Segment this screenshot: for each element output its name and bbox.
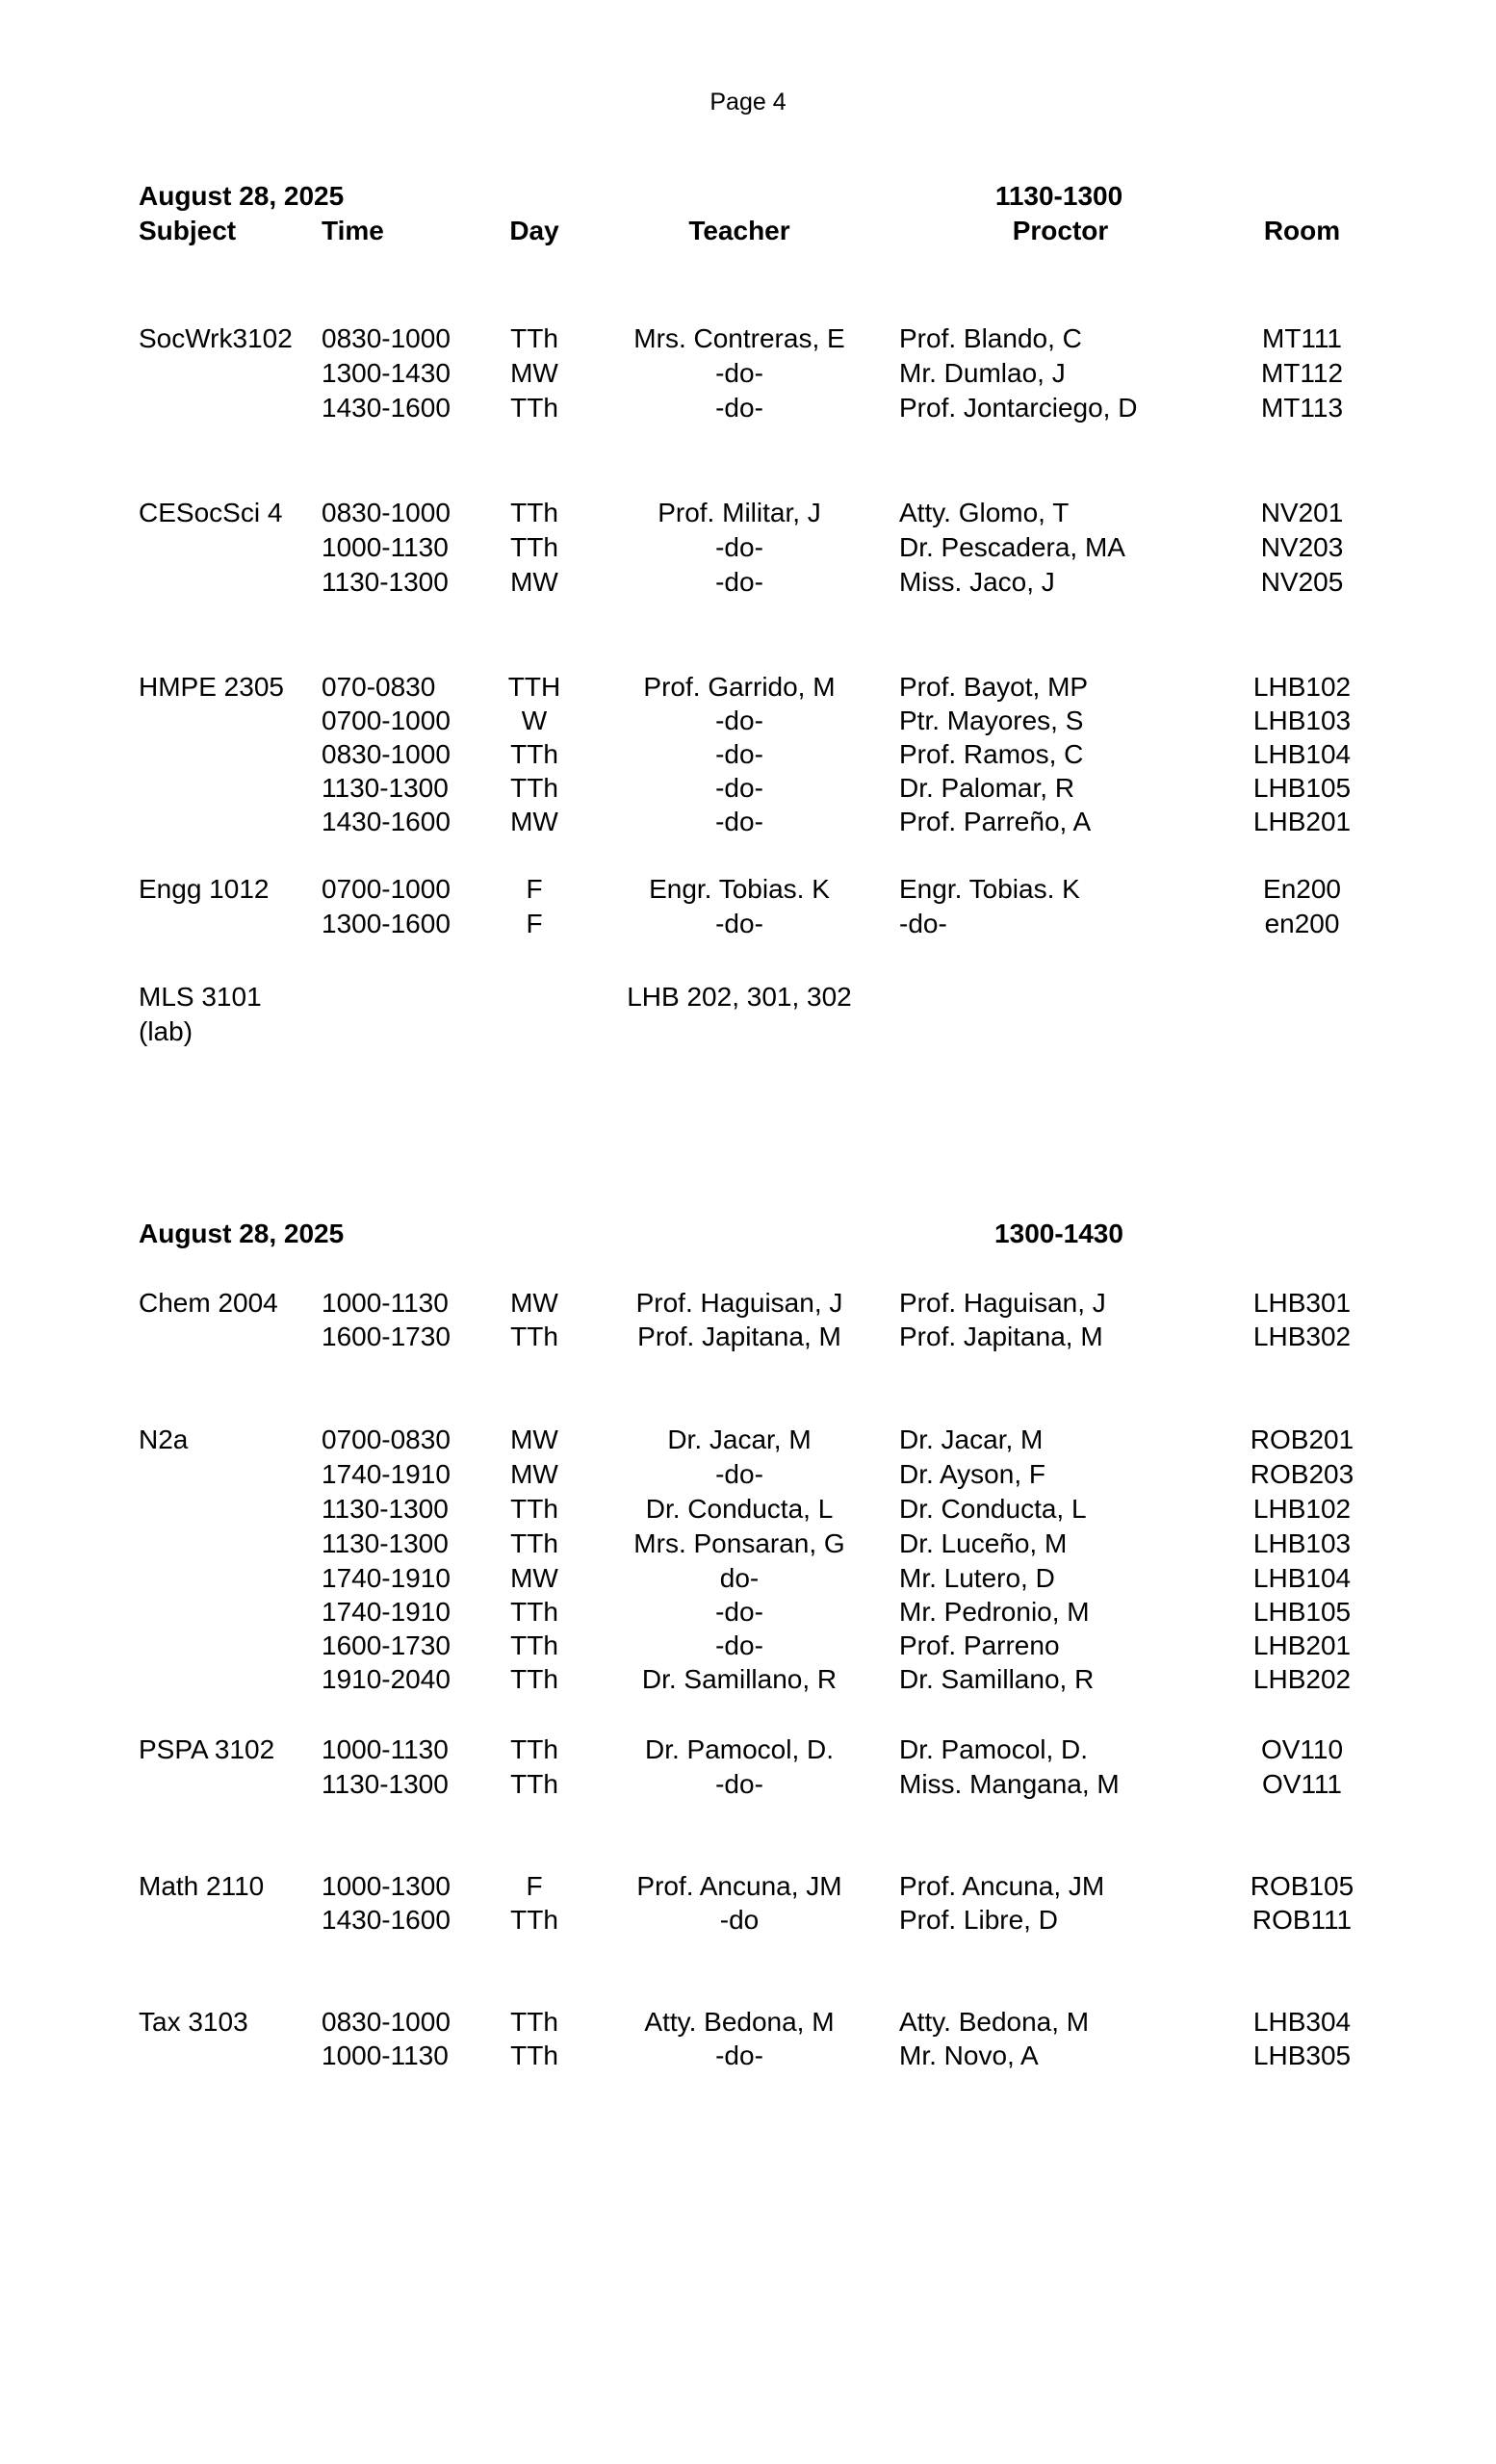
table-row bbox=[0, 1286, 1496, 1321]
cell-time: 0830-1000 bbox=[322, 323, 451, 353]
cell-teacher: -do- bbox=[715, 807, 763, 836]
section-2-date: August 28, 2025 bbox=[139, 1219, 345, 1248]
section-2-exam-time: 1300-1430 bbox=[994, 1219, 1123, 1248]
table-row bbox=[0, 1014, 1496, 1049]
column-header-proctor: Proctor bbox=[1012, 216, 1109, 245]
cell-teacher: -do- bbox=[715, 2040, 763, 2070]
cell-teacher: Prof. Japitana, M bbox=[637, 1322, 841, 1351]
table-row bbox=[0, 1561, 1496, 1596]
cell-room: LHB104 bbox=[1252, 1563, 1352, 1593]
cell-proctor: Dr. Ayson, F bbox=[899, 1459, 1045, 1489]
cell-day: TTh bbox=[510, 532, 558, 562]
cell-proctor: Prof. Libre, D bbox=[899, 1905, 1058, 1935]
column-header-row bbox=[0, 214, 1496, 248]
cell-room: LHB104 bbox=[1252, 739, 1352, 769]
cell-teacher: -do bbox=[719, 1905, 760, 1935]
cell-day: TTh bbox=[510, 1322, 558, 1351]
table-row bbox=[0, 1457, 1496, 1492]
column-header-day: Day bbox=[509, 216, 559, 245]
cell-teacher: -do- bbox=[715, 1597, 763, 1627]
table-row bbox=[0, 771, 1496, 806]
cell-day: TTh bbox=[510, 1630, 558, 1660]
cell-teacher: -do- bbox=[715, 532, 763, 562]
cell-teacher: Atty. Bedona, M bbox=[644, 2007, 835, 2037]
table-row bbox=[0, 1492, 1496, 1527]
cell-room: NV205 bbox=[1260, 567, 1344, 597]
cell-room: MT111 bbox=[1262, 323, 1342, 353]
cell-subject: HMPE 2305 bbox=[139, 672, 284, 702]
cell-teacher: -do- bbox=[715, 393, 763, 423]
cell-time: 1740-1910 bbox=[322, 1597, 451, 1627]
cell-proctor: Prof. Japitana, M bbox=[899, 1322, 1103, 1351]
table-row bbox=[0, 1767, 1496, 1802]
cell-room: LHB103 bbox=[1252, 1528, 1352, 1558]
cell-teacher: Prof. Garrido, M bbox=[643, 672, 836, 702]
cell-time: 0830-1000 bbox=[322, 2007, 451, 2037]
cell-day: TTh bbox=[510, 1597, 558, 1627]
cell-time: 0830-1000 bbox=[322, 739, 451, 769]
cell-day: TTh bbox=[510, 498, 558, 527]
cell-day: MW bbox=[510, 358, 558, 388]
cell-time: 1740-1910 bbox=[322, 1563, 451, 1593]
cell-room: LHB102 bbox=[1252, 1494, 1352, 1524]
cell-proctor: Ptr. Mayores, S bbox=[899, 706, 1084, 735]
section-1-header-date-row bbox=[0, 179, 1496, 214]
cell-proctor: Dr. Pescadera, MA bbox=[899, 532, 1125, 562]
table-row bbox=[0, 805, 1496, 839]
cell-proctor: Dr. Pamocol, D. bbox=[899, 1734, 1089, 1764]
cell-day: TTh bbox=[510, 1664, 558, 1694]
cell-teacher: -do- bbox=[715, 909, 763, 938]
cell-subject: Tax 3103 bbox=[139, 2007, 248, 2037]
table-row bbox=[0, 1423, 1496, 1457]
cell-day: TTH bbox=[507, 672, 561, 702]
cell-subject: PSPA 3102 bbox=[139, 1734, 275, 1764]
cell-time: 1000-1130 bbox=[322, 532, 449, 562]
cell-proctor: Prof. Ramos, C bbox=[899, 739, 1084, 769]
table-row bbox=[0, 1320, 1496, 1354]
cell-proctor: Prof. Parreno bbox=[899, 1630, 1060, 1660]
cell-teacher: -do- bbox=[715, 567, 763, 597]
cell-time: 1130-1300 bbox=[322, 567, 449, 597]
cell-subject: Math 2110 bbox=[139, 1871, 265, 1901]
cell-teacher: do- bbox=[719, 1563, 760, 1593]
cell-subject: Chem 2004 bbox=[139, 1288, 278, 1318]
cell-room: LHB201 bbox=[1252, 1630, 1352, 1660]
cell-proctor: Miss. Mangana, M bbox=[899, 1769, 1120, 1799]
cell-time: 1430-1600 bbox=[322, 1905, 451, 1935]
section-1-exam-time: 1130-1300 bbox=[994, 181, 1123, 211]
cell-proctor: Atty. Glomo, T bbox=[899, 498, 1070, 527]
cell-time: 1130-1300 bbox=[322, 1494, 449, 1524]
table-row bbox=[0, 2005, 1496, 2040]
cell-proctor: Mr. Pedronio, M bbox=[899, 1597, 1090, 1627]
cell-room: LHB305 bbox=[1252, 2040, 1352, 2070]
cell-proctor: Engr. Tobias. K bbox=[899, 874, 1080, 904]
cell-day: TTh bbox=[510, 2040, 558, 2070]
cell-room: LHB105 bbox=[1252, 1597, 1352, 1627]
cell-teacher: -do- bbox=[715, 1630, 763, 1660]
cell-room: MT113 bbox=[1260, 393, 1344, 423]
cell-teacher: -do- bbox=[715, 1459, 763, 1489]
cell-room: LHB302 bbox=[1252, 1322, 1352, 1351]
cell-time: 1000-1130 bbox=[322, 2040, 449, 2070]
cell-teacher: Dr. Conducta, L bbox=[645, 1494, 834, 1524]
cell-day: TTh bbox=[510, 323, 558, 353]
table-row bbox=[0, 704, 1496, 738]
cell-subject: Engg 1012 bbox=[139, 874, 270, 904]
cell-day: TTh bbox=[510, 1528, 558, 1558]
cell-time: 1600-1730 bbox=[322, 1322, 451, 1351]
cell-room: ROB111 bbox=[1251, 1905, 1353, 1935]
cell-proctor: Prof. Haguisan, J bbox=[899, 1288, 1106, 1318]
cell-proctor: Mr. Lutero, D bbox=[899, 1563, 1055, 1593]
cell-subject: SocWrk3102 bbox=[139, 323, 293, 353]
cell-room: ROB105 bbox=[1250, 1871, 1354, 1901]
cell-proctor: Dr. Luceño, M bbox=[899, 1528, 1068, 1558]
cell-proctor: Dr. Conducta, L bbox=[899, 1494, 1087, 1524]
cell-proctor: Prof. Blando, C bbox=[899, 323, 1082, 353]
cell-day: F bbox=[526, 1871, 543, 1901]
cell-teacher: -do- bbox=[715, 1769, 763, 1799]
cell-proctor: Dr. Palomar, R bbox=[899, 773, 1075, 803]
cell-teacher: Prof. Militar, J bbox=[658, 498, 821, 527]
cell-day: MW bbox=[510, 567, 558, 597]
cell-time: 1300-1430 bbox=[322, 358, 451, 388]
cell-room: LHB201 bbox=[1252, 807, 1352, 836]
table-row bbox=[0, 356, 1496, 391]
cell-day: MW bbox=[510, 1459, 558, 1489]
table-row bbox=[0, 1595, 1496, 1630]
cell-teacher: -do- bbox=[715, 358, 763, 388]
cell-room: LHB301 bbox=[1252, 1288, 1352, 1318]
cell-time: 1130-1300 bbox=[322, 773, 449, 803]
cell-room: LHB304 bbox=[1252, 2007, 1352, 2037]
table-row bbox=[0, 907, 1496, 941]
table-row bbox=[0, 530, 1496, 565]
cell-subject: CESocSci 4 bbox=[139, 498, 283, 527]
cell-proctor: Atty. Bedona, M bbox=[899, 2007, 1090, 2037]
cell-room: OV111 bbox=[1261, 1769, 1342, 1799]
cell-room: ROB201 bbox=[1250, 1424, 1354, 1454]
cell-room: En200 bbox=[1263, 874, 1341, 904]
cell-time: 1000-1300 bbox=[322, 1871, 451, 1901]
cell-time: 0830-1000 bbox=[322, 498, 451, 527]
table-row bbox=[0, 980, 1496, 1014]
cell-time: 0700-1000 bbox=[322, 706, 451, 735]
cell-teacher: Dr. Samillano, R bbox=[641, 1664, 838, 1694]
cell-time: 1600-1730 bbox=[322, 1630, 451, 1660]
cell-day: TTh bbox=[510, 2007, 558, 2037]
cell-subject: (lab) bbox=[139, 1016, 193, 1046]
cell-proctor: -do- bbox=[899, 909, 947, 938]
cell-day: MW bbox=[510, 1563, 558, 1593]
table-row bbox=[0, 391, 1496, 425]
cell-proctor: Prof. Parreño, A bbox=[899, 807, 1092, 836]
cell-time: 1740-1910 bbox=[322, 1459, 451, 1489]
cell-time: 1430-1600 bbox=[322, 807, 451, 836]
cell-room: en200 bbox=[1264, 909, 1340, 938]
cell-room: LHB103 bbox=[1252, 706, 1352, 735]
table-row bbox=[0, 1629, 1496, 1663]
cell-proctor: Prof. Bayot, MP bbox=[899, 672, 1089, 702]
cell-time: 1130-1300 bbox=[322, 1528, 449, 1558]
cell-time: 1430-1600 bbox=[322, 393, 451, 423]
cell-subject: MLS 3101 bbox=[139, 982, 262, 1012]
cell-time: 1300-1600 bbox=[322, 909, 451, 938]
column-header-teacher: Teacher bbox=[688, 216, 790, 245]
column-header-time: Time bbox=[322, 216, 384, 245]
cell-time: 0700-0830 bbox=[322, 1424, 451, 1454]
cell-proctor: Prof. Jontarciego, D bbox=[899, 393, 1138, 423]
cell-day: TTh bbox=[510, 1494, 558, 1524]
cell-teacher: Engr. Tobias. K bbox=[649, 874, 830, 904]
table-row bbox=[0, 1869, 1496, 1904]
table-row bbox=[0, 496, 1496, 530]
cell-teacher: Dr. Pamocol, D. bbox=[644, 1734, 835, 1764]
cell-teacher: LHB 202, 301, 302 bbox=[627, 982, 852, 1012]
cell-teacher: Prof. Ancuna, JM bbox=[636, 1871, 842, 1901]
table-row bbox=[0, 1662, 1496, 1697]
cell-room: NV203 bbox=[1260, 532, 1344, 562]
cell-day: MW bbox=[510, 807, 558, 836]
cell-day: TTh bbox=[510, 1769, 558, 1799]
cell-teacher: Mrs. Contreras, E bbox=[633, 323, 845, 353]
cell-teacher: Prof. Haguisan, J bbox=[635, 1288, 843, 1318]
table-row bbox=[0, 1527, 1496, 1561]
cell-teacher: Dr. Jacar, M bbox=[667, 1424, 812, 1454]
cell-time: 1000-1130 bbox=[322, 1288, 449, 1318]
cell-room: NV201 bbox=[1260, 498, 1344, 527]
column-header-room: Room bbox=[1263, 216, 1341, 245]
cell-teacher: -do- bbox=[715, 706, 763, 735]
page-number: Page 4 bbox=[709, 89, 787, 116]
cell-time: 1130-1300 bbox=[322, 1769, 449, 1799]
cell-teacher: -do- bbox=[715, 773, 763, 803]
cell-time: 0700-1000 bbox=[322, 874, 451, 904]
cell-room: LHB105 bbox=[1252, 773, 1352, 803]
cell-proctor: Mr. Dumlao, J bbox=[899, 358, 1066, 388]
table-row bbox=[0, 1732, 1496, 1767]
cell-subject: N2a bbox=[139, 1424, 189, 1454]
cell-room: LHB102 bbox=[1252, 672, 1352, 702]
cell-room: OV110 bbox=[1260, 1734, 1344, 1764]
table-row bbox=[0, 872, 1496, 907]
cell-day: MW bbox=[510, 1288, 558, 1318]
cell-proctor: Dr. Jacar, M bbox=[899, 1424, 1044, 1454]
column-header-subject: Subject bbox=[139, 216, 237, 245]
cell-proctor: Dr. Samillano, R bbox=[899, 1664, 1095, 1694]
cell-proctor: Miss. Jaco, J bbox=[899, 567, 1055, 597]
cell-room: ROB203 bbox=[1250, 1459, 1354, 1489]
cell-day: TTh bbox=[510, 739, 558, 769]
cell-time: 070-0830 bbox=[322, 672, 436, 702]
cell-day: TTh bbox=[510, 773, 558, 803]
cell-day: F bbox=[526, 874, 543, 904]
table-row bbox=[0, 321, 1496, 356]
cell-proctor: Prof. Ancuna, JM bbox=[899, 1871, 1105, 1901]
table-row bbox=[0, 1903, 1496, 1938]
cell-teacher: Mrs. Ponsaran, G bbox=[633, 1528, 845, 1558]
cell-proctor: Mr. Novo, A bbox=[899, 2040, 1039, 2070]
cell-day: F bbox=[526, 909, 543, 938]
cell-room: MT112 bbox=[1260, 358, 1344, 388]
cell-time: 1000-1130 bbox=[322, 1734, 449, 1764]
cell-day: MW bbox=[510, 1424, 558, 1454]
table-row bbox=[0, 2039, 1496, 2073]
cell-room: LHB202 bbox=[1252, 1664, 1352, 1694]
table-row bbox=[0, 670, 1496, 705]
cell-day: W bbox=[521, 706, 548, 735]
section-2-header-date-row bbox=[0, 1217, 1496, 1251]
cell-teacher: -do- bbox=[715, 739, 763, 769]
cell-time: 1910-2040 bbox=[322, 1664, 451, 1694]
cell-day: TTh bbox=[510, 1734, 558, 1764]
section-1-date: August 28, 2025 bbox=[139, 181, 345, 211]
cell-day: TTh bbox=[510, 393, 558, 423]
table-row bbox=[0, 565, 1496, 600]
cell-day: TTh bbox=[510, 1905, 558, 1935]
table-row bbox=[0, 737, 1496, 772]
